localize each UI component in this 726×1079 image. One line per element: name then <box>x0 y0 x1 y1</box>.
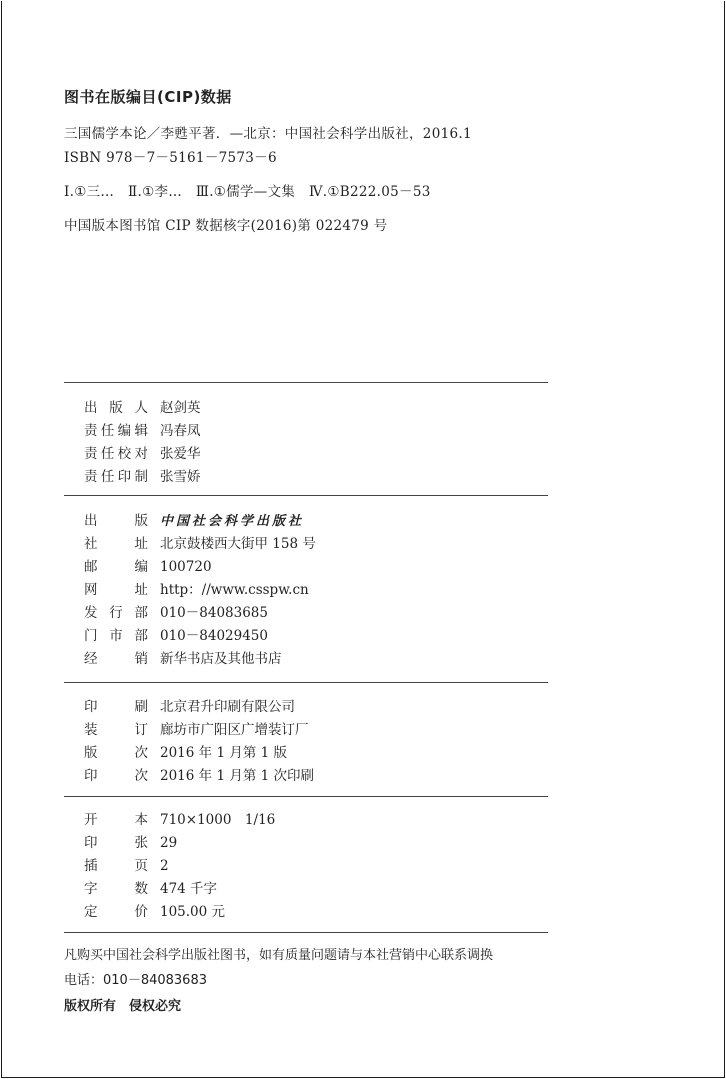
publisher-label: 出 版 <box>84 513 148 529</box>
publisher-label: 网 址 <box>84 582 148 598</box>
printing-block <box>84 695 314 787</box>
staff-row <box>84 419 201 442</box>
specs-label: 开 本 <box>84 812 148 828</box>
specs-value: 29 <box>160 835 178 851</box>
publisher-label: 邮 编 <box>84 559 148 575</box>
printing-label: 版 次 <box>84 745 148 761</box>
cip-line-isbn: ISBN 978－7－5161－7573－6 <box>64 150 277 166</box>
specs-value: 105.00 元 <box>160 904 226 920</box>
publisher-value: 010－84029450 <box>160 628 268 644</box>
cip-title: 图书在版编目(CIP)数据 <box>64 88 232 106</box>
publisher-label: 发 行 部 <box>84 605 148 621</box>
specs-row <box>84 831 275 854</box>
printing-value: 北京君升印刷有限公司 <box>160 699 295 715</box>
specs-block <box>84 808 275 923</box>
divider <box>64 495 548 496</box>
printing-value: 2016 年 1 月第 1 版 <box>160 745 287 761</box>
staff-value: 冯春凤 <box>160 423 201 439</box>
specs-row <box>84 900 275 923</box>
copyright-notice: 版权所有 侵权必究 <box>64 999 182 1014</box>
staff-value: 张爱华 <box>160 446 201 462</box>
printing-row <box>84 718 314 741</box>
specs-row <box>84 854 275 877</box>
staff-label: 责 任 编 辑 <box>84 423 148 439</box>
staff-label: 出 版 人 <box>84 400 148 416</box>
publisher-row <box>84 578 316 601</box>
printing-row <box>84 741 314 764</box>
publisher-row <box>84 509 316 532</box>
specs-label: 定 价 <box>84 904 148 920</box>
specs-value: 474 千字 <box>160 881 218 897</box>
publisher-value: 010－84083685 <box>160 605 268 621</box>
staff-row <box>84 396 201 419</box>
printing-label: 装 订 <box>84 722 148 738</box>
publisher-label: 社 址 <box>84 536 148 552</box>
printing-value: 廊坊市广阳区广增装订厂 <box>160 722 309 738</box>
staff-row <box>84 442 201 465</box>
staff-row <box>84 465 201 488</box>
divider <box>64 682 548 683</box>
printing-label: 印 次 <box>84 768 148 784</box>
publisher-value: 北京鼓楼西大街甲 158 号 <box>160 536 316 552</box>
printing-row <box>84 764 314 787</box>
specs-row <box>84 877 275 900</box>
divider <box>64 932 548 933</box>
publisher-row <box>84 532 316 555</box>
specs-label: 印 张 <box>84 835 148 851</box>
staff-label: 责 任 印 制 <box>84 469 148 485</box>
staff-block <box>84 396 201 488</box>
quality-notice: 凡购买中国社会科学出版社图书，如有质量问题请与本社营销中心联系调换 <box>64 948 494 963</box>
publisher-value: 中国社会科学出版社 <box>160 514 305 529</box>
publisher-value: http：//www.csspw.cn <box>160 582 309 598</box>
publisher-value: 100720 <box>160 559 212 575</box>
cip-line-classification: Ⅰ.①三… Ⅱ.①李… Ⅲ.①儒学—文集 Ⅳ.①B222.05－53 <box>64 184 431 200</box>
publisher-label: 门 市 部 <box>84 628 148 644</box>
publisher-label: 经 销 <box>84 651 148 667</box>
publisher-row <box>84 555 316 578</box>
printing-label: 印 刷 <box>84 699 148 715</box>
specs-label: 字 数 <box>84 881 148 897</box>
specs-label: 插 页 <box>84 858 148 874</box>
cip-line-title-author: 三国儒学本论／李甦平著．—北京：中国社会科学出版社，2016.1 <box>64 126 472 142</box>
specs-value: 710×1000 1/16 <box>160 812 276 828</box>
publisher-value: 新华书店及其他书店 <box>160 651 282 667</box>
publisher-row <box>84 647 316 670</box>
specs-value: 2 <box>160 858 169 874</box>
printing-value: 2016 年 1 月第 1 次印刷 <box>160 768 314 784</box>
specs-row <box>84 808 275 831</box>
staff-value: 赵剑英 <box>160 400 201 416</box>
printing-row <box>84 695 314 718</box>
cip-line-record-number: 中国版本图书馆 CIP 数据核字(2016)第 022479 号 <box>64 218 388 234</box>
staff-label: 责 任 校 对 <box>84 446 148 462</box>
publisher-block <box>84 509 316 670</box>
staff-value: 张雪娇 <box>160 469 201 485</box>
service-phone: 电话：010－84083683 <box>64 973 207 988</box>
divider <box>64 796 548 797</box>
publisher-row <box>84 601 316 624</box>
divider <box>64 382 548 383</box>
publisher-row <box>84 624 316 647</box>
